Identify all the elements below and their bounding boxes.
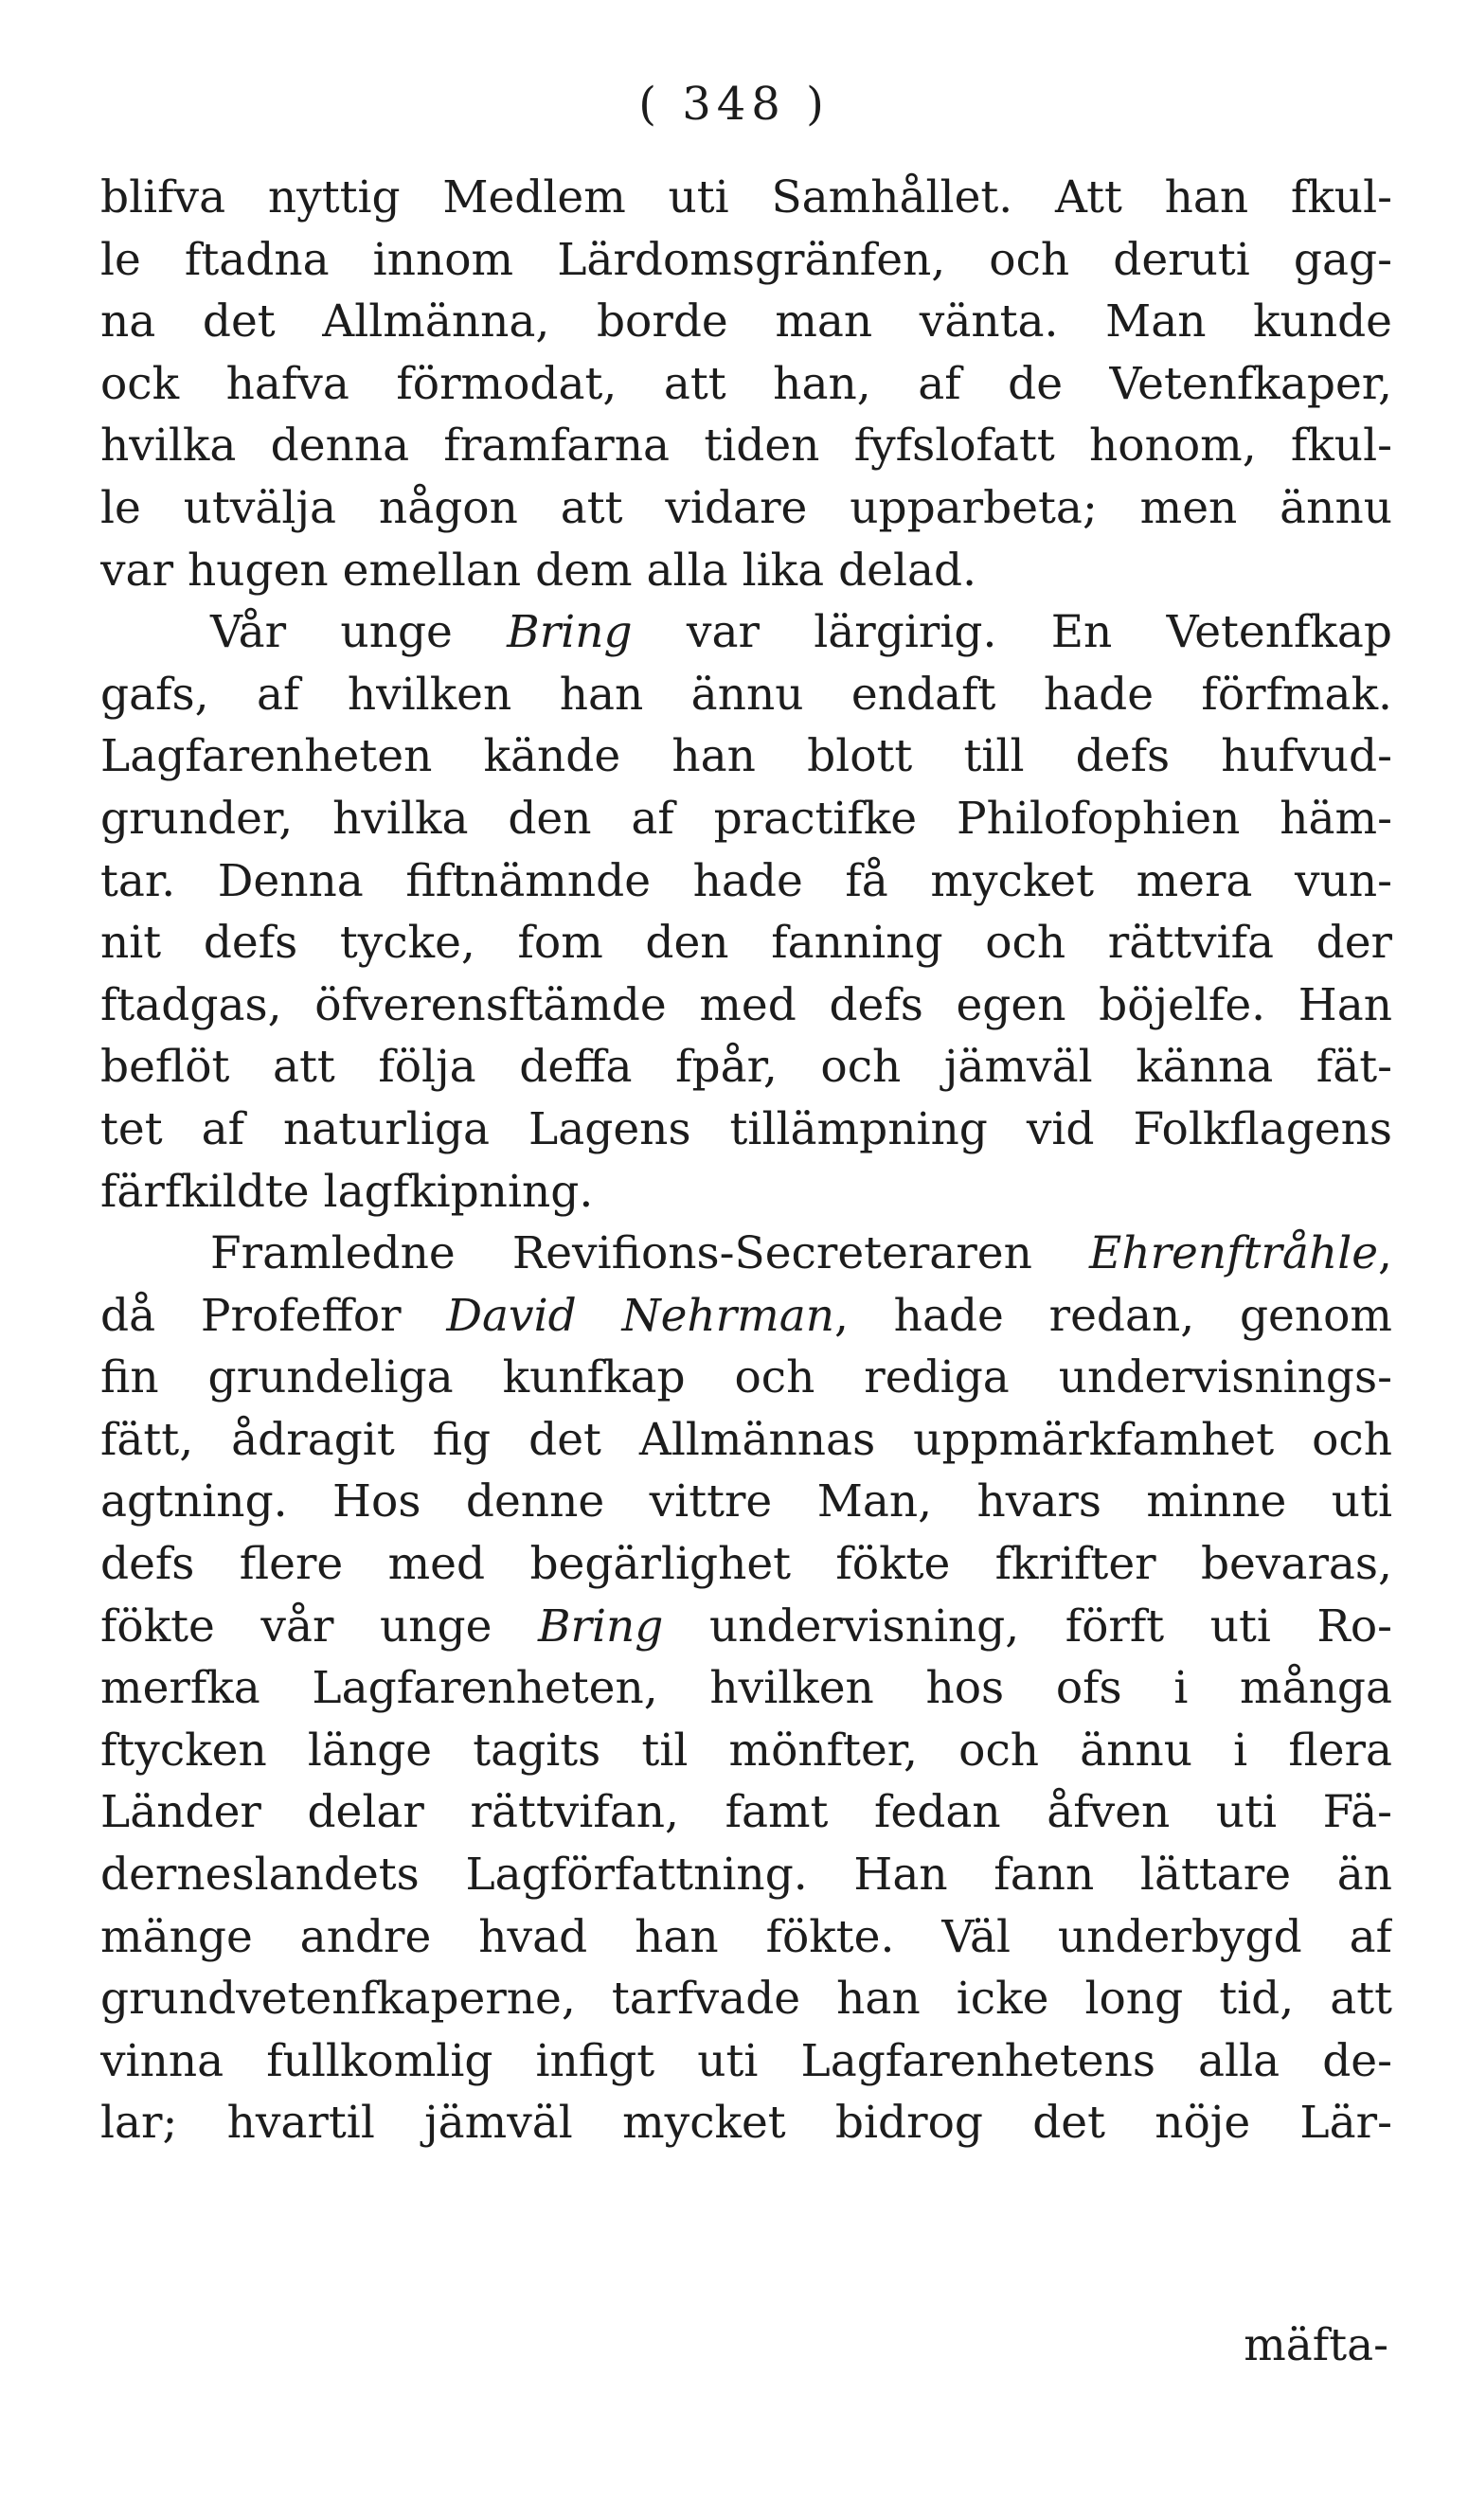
text-line: le ftadna innom Lärdomsgränfen, och deruti gag-	[100, 233, 1392, 286]
text-line: Länder delar rättvifan, famt fedan åfven uti Fä-	[100, 1786, 1392, 1839]
text-line: var hugen emellan dem alla lika delad.	[100, 544, 977, 597]
text-line: beflöt att följa deffa fpår, och jämväl känna fät-	[100, 1041, 1392, 1094]
italic-name: Bring	[538, 1600, 664, 1653]
text-line: tet af naturliga Lagens tillämpning vid Folkflagens	[100, 1102, 1392, 1155]
text-line: defs flere med begärlighet fökte fkrifter bevaras,	[100, 1538, 1392, 1591]
text-line: då Profeffor David Nehrman, hade redan, genom	[100, 1289, 1392, 1342]
text-line: na det Allmänna, borde man vänta. Man kunde	[100, 295, 1392, 349]
text-line: grundvetenfkaperne, tarfvade han icke long tid, att	[100, 1973, 1392, 2026]
text-line: fökte vår unge Bring undervisning, förft uti Ro-	[100, 1600, 1392, 1653]
text-line: vinna fullkomlig infigt uti Lagfarenhetens alla de-	[100, 2034, 1392, 2087]
text-line: Vår unge Bring var lärgirig. En Vetenfkap	[210, 606, 1392, 659]
text-line: ftycken länge tagits til mönfter, och ännu i flera	[100, 1724, 1392, 1777]
text-line: färfkildte lagfkipning.	[100, 1165, 594, 1218]
text-line: merfka Lagfarenheten, hvilken hos ofs i många	[100, 1662, 1392, 1715]
text-line: mänge andre hvad han fökte. Väl underbygd af	[100, 1910, 1392, 1963]
page-number: ( 348 )	[638, 78, 830, 131]
text-line: Lagfarenheten kände han blott till defs hufvud-	[100, 730, 1392, 783]
text-line: derneslandets Lagförfattning. Han fann lättare än	[100, 1849, 1392, 1902]
text-line: fin grundeliga kunfkap och rediga undervisnings-	[100, 1351, 1392, 1404]
text-line: le utvälja någon att vidare upparbeta; men ännu	[100, 481, 1392, 534]
catchword: mäfta-	[1244, 2319, 1388, 2371]
text-line: Framledne Revifions-Secreteraren Ehrenftråhle,	[210, 1227, 1392, 1280]
text-line: gafs, af hvilken han ännu endaft hade förfmak.	[100, 668, 1392, 721]
italic-name: Bring	[507, 606, 633, 659]
text-line: hvilka denna framfarna tiden fyfslofatt honom, fkul-	[100, 420, 1392, 473]
text-line: agtning. Hos denne vittre Man, hvars minne uti	[100, 1475, 1392, 1528]
text-line: lar; hvartil jämväl mycket bidrog det nöje Lär-	[100, 2097, 1392, 2150]
body-text	[100, 167, 1392, 2154]
text-line: ftadgas, öfverensftämde med defs egen böjelfe. Han	[100, 978, 1392, 1031]
text-line: tar. Denna fiftnämnde hade få mycket mera vun-	[100, 854, 1392, 907]
text-line: blifva nyttig Medlem uti Samhållet. Att han fkul-	[100, 171, 1392, 223]
text-line: fätt, ådragit fig det Allmännas uppmärkfamhet och	[100, 1413, 1392, 1466]
text-line: grunder, hvilka den af practifke Philofophien häm-	[100, 792, 1392, 845]
text-line: nit defs tycke, fom den fanning och rättvifa der	[100, 917, 1392, 970]
text-line: ock hafva förmodat, att han, af de Vetenfkaper,	[100, 357, 1392, 410]
italic-name: David Nehrman	[446, 1289, 834, 1342]
italic-name: Ehrenftråhle	[1089, 1227, 1379, 1280]
